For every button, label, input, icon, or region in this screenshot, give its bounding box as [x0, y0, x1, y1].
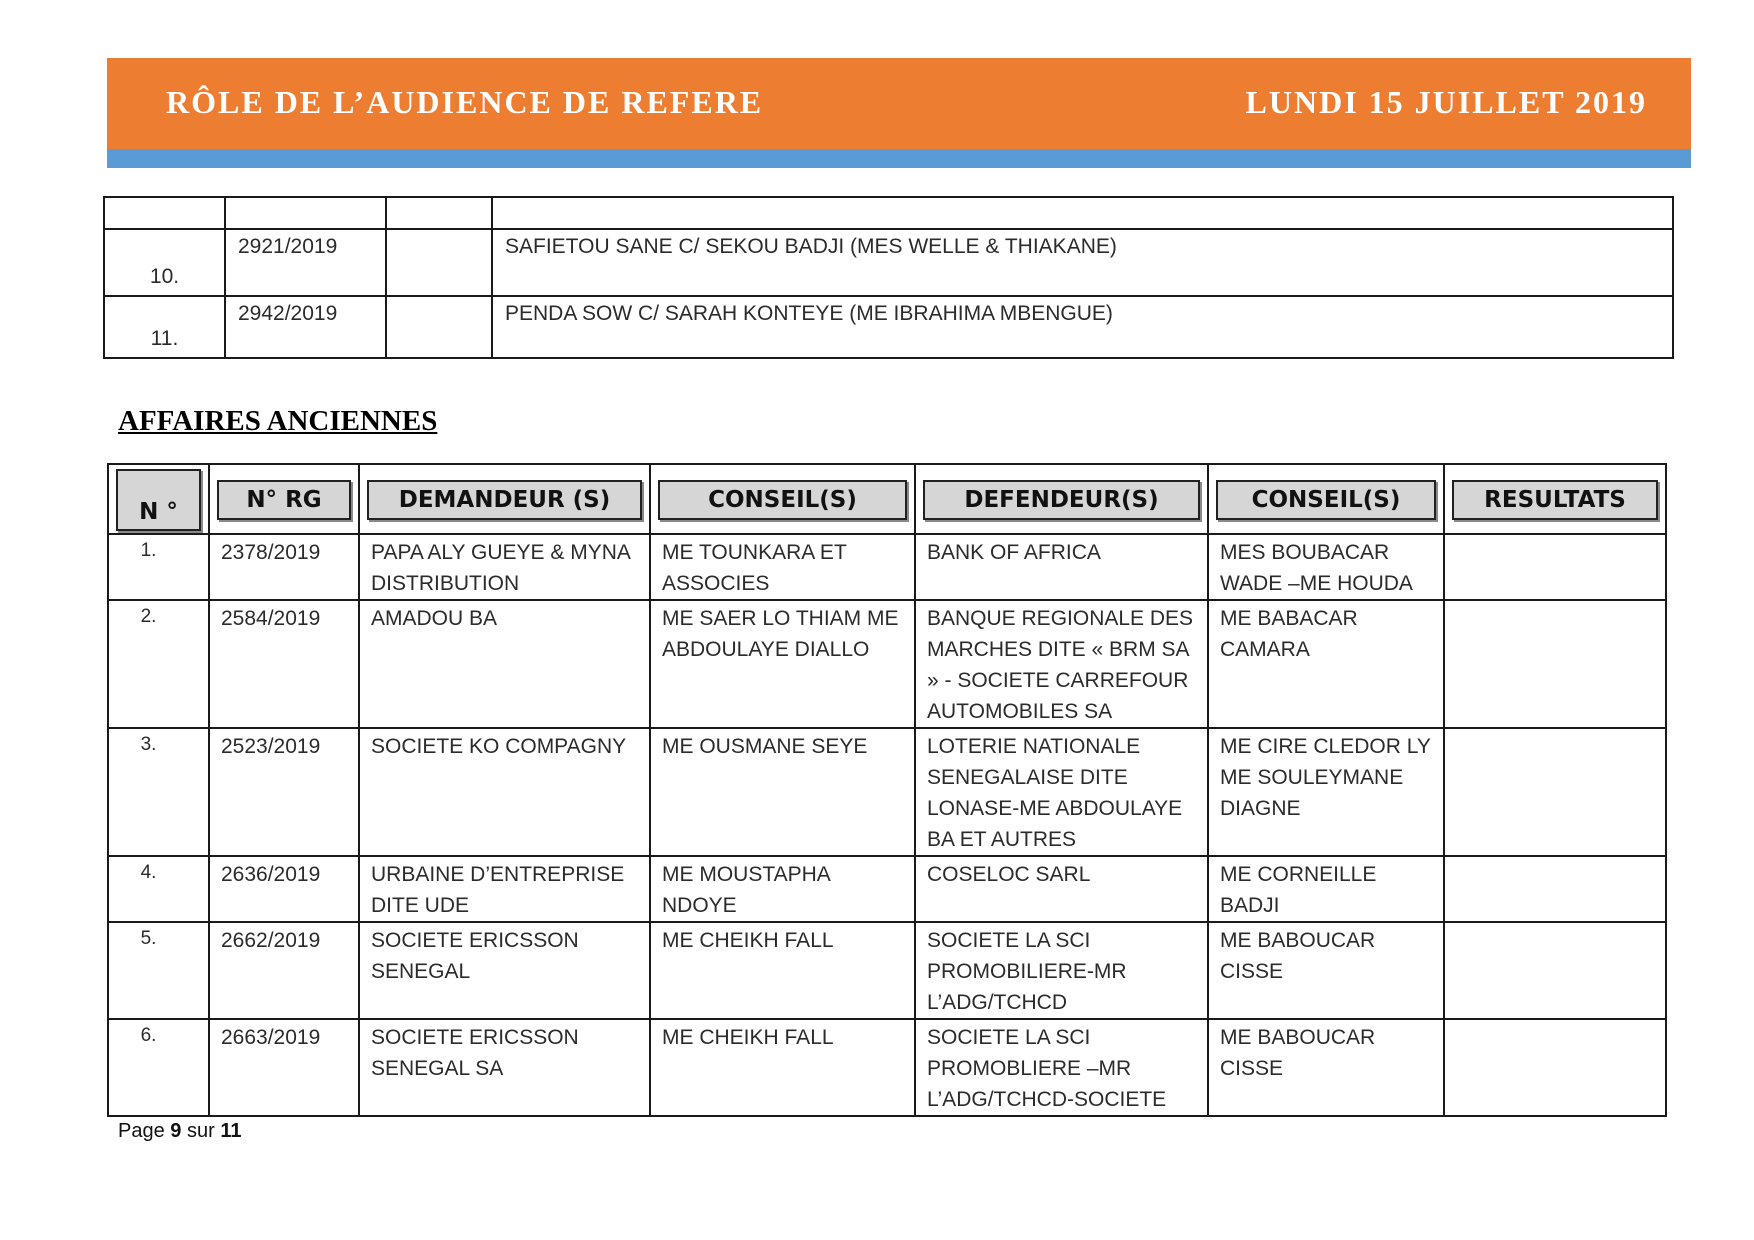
case-demandeur: URBAINE D’ENTREPRISE DITE UDE: [359, 856, 650, 922]
case-defendeur: SOCIETE LA SCI PROMOBILIERE-MR L’ADG/TCHCD: [915, 922, 1208, 1019]
case-conseil-defendeur: ME BABOUCAR CISSE: [1208, 1019, 1444, 1116]
case-demandeur: SOCIETE ERICSSON SENEGAL: [359, 922, 650, 1019]
case-parties: SAFIETOU SANE C/ SEKOU BADJI (MES WELLE & THIAKANE): [492, 229, 1673, 296]
case-conseil-demandeur: ME OUSMANE SEYE: [650, 728, 915, 856]
column-header-conseil: CONSEIL(S): [1216, 480, 1436, 520]
case-rg: 2584/2019: [209, 600, 359, 728]
case-resultat: [1444, 534, 1666, 600]
case-resultat: [1444, 600, 1666, 728]
case-rg: 2662/2019: [209, 922, 359, 1019]
case-demandeur: AMADOU BA: [359, 600, 650, 728]
page-separator: sur: [186, 1120, 215, 1142]
case-number: 2.: [108, 600, 209, 728]
case-rg: 2663/2019: [209, 1019, 359, 1116]
case-parties: PENDA SOW C/ SARAH KONTEYE (ME IBRAHIMA MBENGUE): [492, 296, 1673, 358]
table-row: [108, 728, 1666, 856]
case-conseil-demandeur: ME MOUSTAPHA NDOYE: [650, 856, 915, 922]
table-header-row: [108, 464, 1666, 534]
case-rg: 2942/2019: [225, 296, 386, 358]
case-demandeur: SOCIETE KO COMPAGNY: [359, 728, 650, 856]
case-conseil-defendeur: ME BABACAR CAMARA: [1208, 600, 1444, 728]
column-header-demandeur: DEMANDEUR (S): [367, 480, 642, 520]
current-page: 9: [170, 1120, 182, 1142]
page-label: Page: [118, 1120, 165, 1142]
table-row: [104, 296, 1673, 358]
case-defendeur: BANK OF AFRICA: [915, 534, 1208, 600]
table-row: [108, 600, 1666, 728]
case-resultat: [1444, 856, 1666, 922]
case-rg: 2636/2019: [209, 856, 359, 922]
case-resultat: [1444, 728, 1666, 856]
table-row: [104, 197, 1673, 229]
table-row: [104, 229, 1673, 296]
case-resultat: [1444, 1019, 1666, 1116]
case-defendeur: LOTERIE NATIONALE SENEGALAISE DITE LONASE-ME ABDOULAYE BA ET AUTRES: [915, 728, 1208, 856]
case-rg: 2378/2019: [209, 534, 359, 600]
total-pages: 11: [220, 1120, 242, 1142]
case-number: 11.: [104, 296, 225, 358]
old-cases-table: [107, 463, 1667, 1117]
case-conseil-demandeur: ME SAER LO THIAM ME ABDOULAYE DIALLO: [650, 600, 915, 728]
case-defendeur: SOCIETE LA SCI PROMOBLIERE –MR L’ADG/TCHCD-SOCIETE: [915, 1019, 1208, 1116]
case-demandeur: PAPA ALY GUEYE & MYNA DISTRIBUTION: [359, 534, 650, 600]
case-conseil-demandeur: ME TOUNKARA ET ASSOCIES: [650, 534, 915, 600]
case-defendeur: COSELOC SARL: [915, 856, 1208, 922]
column-header-num: N °: [116, 469, 201, 531]
case-number: 1.: [108, 534, 209, 600]
case-number: 3.: [108, 728, 209, 856]
case-conseil-defendeur: ME BABOUCAR CISSE: [1208, 922, 1444, 1019]
case-conseil-defendeur: ME CIRE CLEDOR LY ME SOULEYMANE DIAGNE: [1208, 728, 1444, 856]
table-row: [108, 922, 1666, 1019]
column-header-rg: N° RG: [217, 480, 351, 520]
case-number: 10.: [104, 229, 225, 296]
case-resultat: [1444, 922, 1666, 1019]
case-conseil-defendeur: ME CORNEILLE BADJI: [1208, 856, 1444, 922]
case-number: 5.: [108, 922, 209, 1019]
case-conseil-demandeur: ME CHEIKH FALL: [650, 922, 915, 1019]
case-number: 4.: [108, 856, 209, 922]
table-row: [108, 534, 1666, 600]
column-header-conseil: CONSEIL(S): [658, 480, 907, 520]
case-demandeur: SOCIETE ERICSSON SENEGAL SA: [359, 1019, 650, 1116]
section-title: AFFAIRES ANCIENNES: [118, 405, 438, 437]
table-row: [108, 1019, 1666, 1116]
column-header-defendeur: DEFENDEUR(S): [923, 480, 1200, 520]
case-conseil-demandeur: ME CHEIKH FALL: [650, 1019, 915, 1116]
hearing-date: LUNDI 15 JUILLET 2019: [1245, 84, 1647, 120]
case-defendeur: BANQUE REGIONALE DES MARCHES DITE « BRM SA » - SOCIETE CARREFOUR AUTOMOBILES SA: [915, 600, 1208, 728]
case-number: 6.: [108, 1019, 209, 1116]
document-title: RÔLE DE L’AUDIENCE DE REFERE: [166, 84, 764, 120]
column-header-resultats: RESULTATS: [1452, 480, 1658, 520]
table-row: [108, 856, 1666, 922]
continued-cases-table: [103, 196, 1674, 359]
case-rg: 2523/2019: [209, 728, 359, 856]
page-number: [118, 1120, 241, 1143]
case-conseil-defendeur: MES BOUBACAR WADE –ME HOUDA: [1208, 534, 1444, 600]
case-rg: 2921/2019: [225, 229, 386, 296]
header-strip: [107, 149, 1691, 168]
